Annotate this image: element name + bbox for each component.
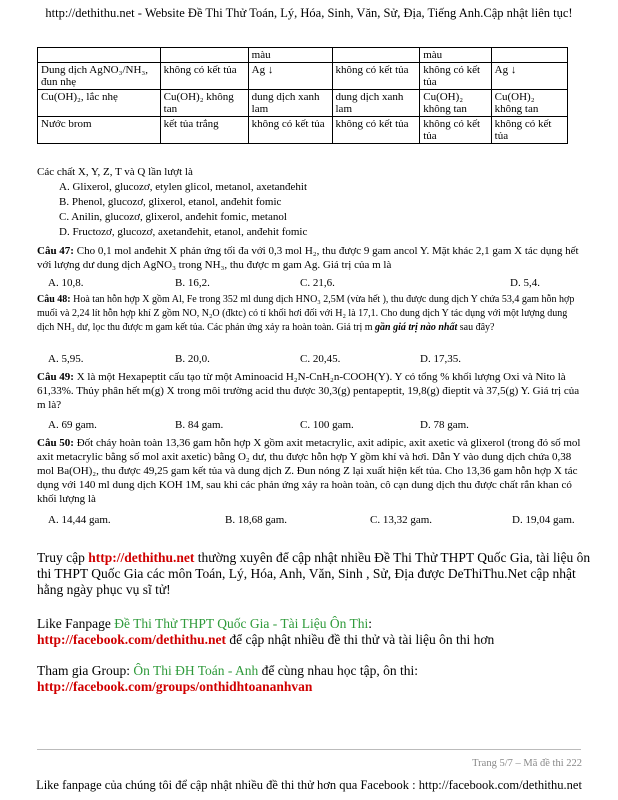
table-cell bbox=[332, 48, 420, 63]
promo-paragraph-3 bbox=[37, 663, 597, 695]
table-cell: không có kết tủa bbox=[332, 117, 420, 144]
table-cell: Cu(OH)₂ không tan bbox=[160, 90, 248, 117]
q50-option-a: A. 14,44 gam. bbox=[48, 514, 111, 526]
q50-option-b: B. 18,68 gam. bbox=[225, 514, 288, 526]
q48-option-d: D. 17,35. bbox=[420, 353, 461, 365]
promo-text: thường xuyên để cập nhật nhiều Đề Thi Thử THPT Quốc Gia, tài liệu ôn thi THPT Quốc Gia các môn Toán, Lý, Hóa, Anh, Văn, Sinh , Sử, Địa được DeThiThu.Net cập nhật hằng ngày phục vụ sĩ tử! bbox=[37, 550, 591, 597]
table-cell: không có kết tủa bbox=[332, 63, 420, 90]
table-cell: Dung dịch AgNO₃/NH₃, đun nhẹ bbox=[38, 63, 161, 90]
question-text: Hoà tan hỗn hợp X gồm Al, Fe trong 352 ml dung dịch HNO₃ 2,5M (vừa hết ), thu được dung dịch Y chứa 53,4 gam hỗn hợp muối và 2,24 lít hỗn hợp khí Z gồm NO, N₂O (đktc) có tỉ khối hơi đối với H₂ là 17,1. Cho dung dịch Y tác dụng với một lượng dung dịch NH₃ dư, lọc thu được m gam kết tủa. Các phản ứng xảy ra hoàn toàn. Giá trị m bbox=[37, 294, 575, 333]
q49-option-d: D. 78 gam. bbox=[420, 419, 469, 431]
q49-option-b: B. 84 gam. bbox=[175, 419, 224, 431]
table-cell: không có kết tủa bbox=[160, 63, 248, 90]
table-cell: màu bbox=[248, 48, 332, 63]
promo-paragraph-2 bbox=[37, 616, 597, 648]
promo-text: Truy cập bbox=[37, 550, 89, 565]
table-cell: không có kết tủa bbox=[420, 117, 491, 144]
q46-option-a: A. Glixerol, glucozơ, etylen glicol, metanol, axetanđehit bbox=[59, 181, 308, 193]
promo-text: để cập nhật nhiều đề thi thử và tài liệu ôn thi hơn bbox=[226, 632, 495, 647]
reaction-table bbox=[37, 47, 568, 144]
question-49 bbox=[37, 370, 582, 412]
table-cell: Ag ↓ bbox=[248, 63, 332, 90]
q46-option-b: B. Phenol, glucozơ, glixerol, etanol, anđehit fomic bbox=[59, 196, 282, 208]
question-47 bbox=[37, 244, 582, 272]
table-cell: màu bbox=[420, 48, 491, 63]
table-cell: không có kết tủa bbox=[420, 63, 491, 90]
emphasis-text: gần giá trị nào nhất bbox=[375, 322, 458, 333]
question-46-stem: Các chất X, Y, Z, T và Q lần lượt là bbox=[37, 166, 193, 178]
q50-option-c: C. 13,32 gam. bbox=[370, 514, 433, 526]
promo-text: : bbox=[368, 616, 373, 631]
site-link[interactable]: http://dethithu.net bbox=[88, 550, 195, 565]
q46-option-c: C. Anilin, glucozơ, glixerol, anđehit fomic, metanol bbox=[59, 211, 287, 223]
table-cell bbox=[160, 48, 248, 63]
question-50 bbox=[37, 436, 582, 506]
group-name-link[interactable]: Ôn Thi ĐH Toán - Anh bbox=[133, 663, 259, 678]
question-tail: sau đây? bbox=[457, 322, 495, 333]
group-link[interactable]: http://facebook.com/groups/onthidhtoananhvan bbox=[37, 679, 313, 694]
q47-option-d: D. 5,4. bbox=[510, 277, 540, 289]
question-text: Đốt cháy hoàn toàn 13,36 gam hỗn hợp X gồm axit metacrylic, axit adipic, axit axetic và glixerol (trong đó số mol axit metacrylic bằng số mol axit axetic) bằng O₂ dư, thu được hỗn hợp Y gồm khí và hơi. Dẫn Y vào dung dịch chứa 0,38 mol Ba(OH)₂, thu được 49,25 gam kết tủa và dung dịch Z. Đun nóng Z lại xuất hiện kết tủa. Cho 13,36 gam hỗn hợp X tác dụng với 140 ml dung dịch KOH 1M, sau khi các phản ứng xảy ra hoàn toàn, cô cạn dung dịch thu được chất rắn khan có khối lượng là bbox=[37, 437, 581, 505]
promo-text: Like Fanpage bbox=[37, 616, 115, 631]
facebook-link[interactable]: http://facebook.com/dethithu.net bbox=[37, 632, 226, 647]
q47-option-a: A. 10,8. bbox=[48, 277, 84, 289]
page-header: http://dethithu.net - Website Đề Thi Thử Toán, Lý, Hóa, Sinh, Văn, Sử, Địa, Tiếng Anh.Cập nhật liên tục! bbox=[45, 6, 573, 20]
table-cell: dung dịch xanh lam bbox=[248, 90, 332, 117]
page-footer: Like fanpage của chúng tôi để cập nhật nhiều đề thi thử hơn qua Facebook : http://facebook.com/dethithu.net bbox=[36, 778, 582, 792]
table-cell: Nước brom bbox=[38, 117, 161, 144]
q47-option-b: B. 16,2. bbox=[175, 277, 210, 289]
question-label: Câu 50: bbox=[37, 437, 74, 449]
table-cell: Cu(OH)₂ không tan bbox=[420, 90, 491, 117]
q48-option-b: B. 20,0. bbox=[175, 353, 210, 365]
table-row bbox=[38, 48, 568, 63]
q47-option-c: C. 21,6. bbox=[300, 277, 335, 289]
table-cell: Ag ↓ bbox=[491, 63, 567, 90]
table-row bbox=[38, 63, 568, 90]
q49-option-c: C. 100 gam. bbox=[300, 419, 354, 431]
promo-text: để cùng nhau học tập, ôn thi: bbox=[258, 663, 419, 678]
table-cell: Cu(OH)₂, lắc nhẹ bbox=[38, 90, 161, 117]
table-cell: dung dịch xanh lam bbox=[332, 90, 420, 117]
table-cell bbox=[491, 48, 567, 63]
promo-paragraph-1 bbox=[37, 550, 597, 598]
q48-option-c: C. 20,45. bbox=[300, 353, 341, 365]
table-cell: Cu(OH)₂ không tan bbox=[491, 90, 567, 117]
table-cell: không có kết tủa bbox=[491, 117, 567, 144]
table-cell: kết tủa trắng bbox=[160, 117, 248, 144]
table-cell: không có kết tủa bbox=[248, 117, 332, 144]
fanpage-name-link[interactable]: Đề Thi Thử THPT Quốc Gia - Tài Liệu Ôn Thi bbox=[114, 616, 369, 631]
question-label: Câu 48: bbox=[37, 294, 71, 305]
footer-divider bbox=[37, 749, 581, 750]
table-row bbox=[38, 117, 568, 144]
table-row bbox=[38, 90, 568, 117]
table-cell bbox=[38, 48, 161, 63]
question-label: Câu 47: bbox=[37, 245, 74, 257]
question-text: X là một Hexapeptit cấu tạo từ một Aminoacid H₂N-CnH₂n-COOH(Y). Y có tổng % khối lượng Oxi và Nito là 61,33%. Thủy phân hết m(g) X trong môi trường acid thu được 30,3(g) pentapeptit, 19,8(g) đieptit và 37,5(g) Y. Giá trị của m là? bbox=[37, 371, 580, 411]
page-number: Trang 5/7 – Mã đề thi 222 bbox=[472, 758, 582, 769]
question-48 bbox=[37, 293, 582, 335]
q50-option-d: D. 19,04 gam. bbox=[512, 514, 575, 526]
q46-option-d: D. Fructozơ, glucozơ, axetanđehit, etanol, anđehit fomic bbox=[59, 226, 308, 238]
q49-option-a: A. 69 gam. bbox=[48, 419, 97, 431]
question-label: Câu 49: bbox=[37, 371, 74, 383]
question-text: Cho 0,1 mol anđehit X phản ứng tối đa với 0,3 mol H₂, thu được 9 gam ancol Y. Mặt khác 2,1 gam X tác dụng hết với lượng dư dung dịch AgNO₃ trong NH₃, thu được m gam Ag. Giá trị của m là bbox=[37, 245, 579, 271]
promo-text: Tham gia Group: bbox=[37, 663, 134, 678]
q48-option-a: A. 5,95. bbox=[48, 353, 84, 365]
